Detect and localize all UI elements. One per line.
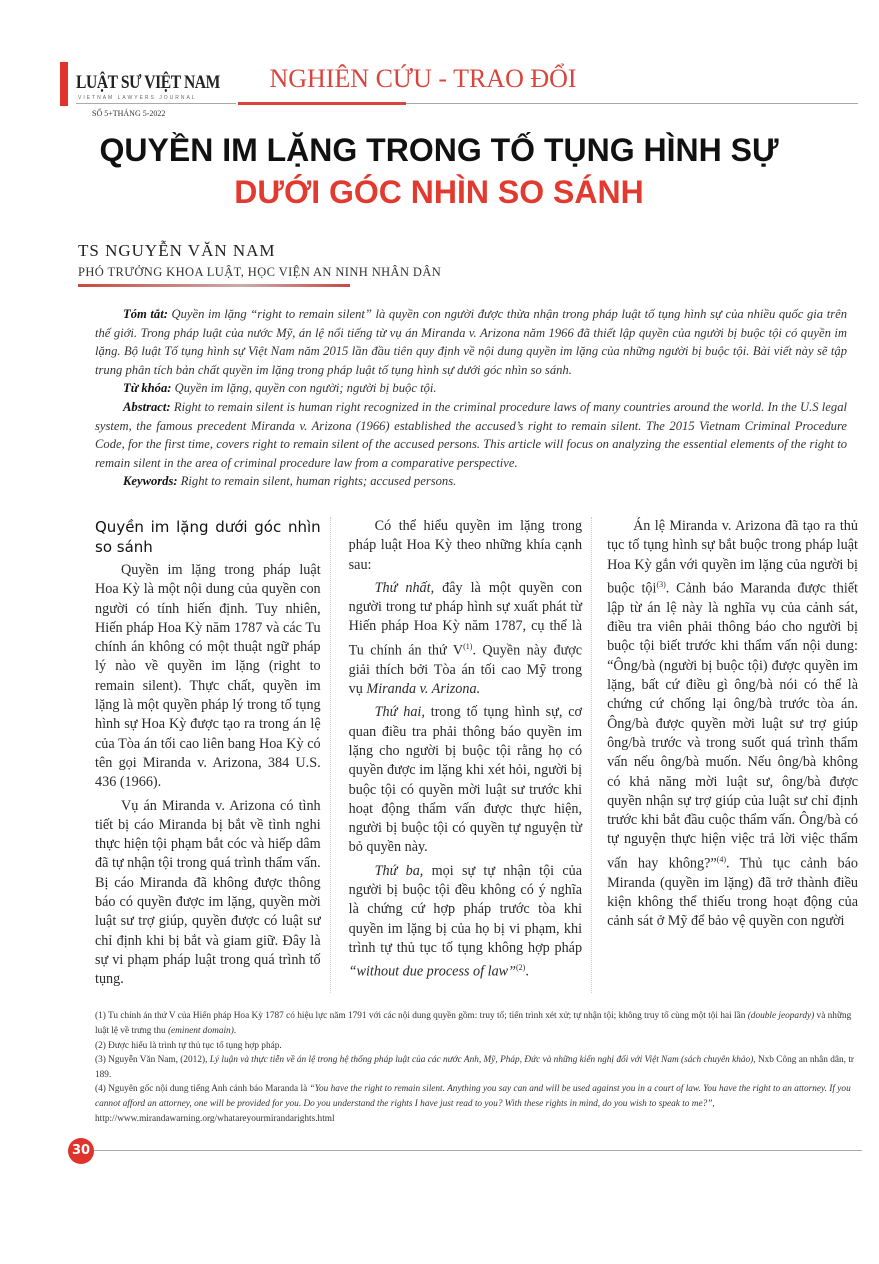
page-number: 30: [68, 1138, 94, 1164]
summary-vi: [95, 305, 847, 379]
footnote-ref[interactable]: (1): [463, 641, 473, 651]
summary-text: Quyền im lặng “right to remain silent” là quyền con người được thừa nhận trong pháp luật tố tụng hình sự của nhiều quốc gia trên thế giới. Trong pháp luật của nước Mỹ, án lệ nổi tiếng từ vụ án Miranda v. Arizona năm 1966 đã thiết lập quyền của người bị buộc tội có quyền im lặng. Bộ luật Tố tụng hình sự Việt Nam năm 2015 lần đầu tiên quy định về nội dung quyền im lặng của những người bị buộc tội. Bài viết này sẽ tập trung phân tích bản chất quyền im lặng trong pháp luật tố tụng hình sự dưới góc nhìn so sánh.: [95, 307, 847, 377]
section-title: NGHIÊN CỨU - TRAO ĐỔI: [269, 64, 577, 93]
case-name: Miranda v. Arizona.: [366, 681, 481, 698]
text: và những luật lệ về trưng thu: [95, 1011, 852, 1037]
lead-in: Thứ hai,: [374, 704, 425, 721]
footnote-ref[interactable]: (2): [516, 963, 526, 973]
paragraph: Quyền im lặng trong pháp luật Hoa Kỳ là một nội dung của quyền con người có tính hiến định. Tuy nhiên, Hiến pháp Hoa Kỳ năm 1787 và các Tu chính án không có một thuật ngữ pháp lý nào về quyền im lặng (right to remain silent). Thực chất, quyền im lặng là một quyền pháp lý trong tố tụng hình sự Hoa Kỳ được tạo ra trong án lệ của Tòa án tối cao liên bang Hoa Kỳ có tên gọi Miranda v. Arizona, 384 U.S. 436 (1966).: [95, 561, 321, 791]
keywords-en-text: Right to remain silent, human rights; accused persons.: [180, 474, 457, 489]
text: Án lệ Miranda v. Arizona đã tạo ra thủ tục tố tụng hình sự bắt buộc trong pháp luật Hoa Kỳ gắn với quyền im lặng của người bị buộc tội: [607, 517, 858, 597]
paragraph: [349, 579, 582, 700]
body-column-1: [95, 517, 321, 994]
footnote-3: [95, 1053, 860, 1082]
paragraph: [607, 517, 858, 932]
article-title-line1: QUYỀN IM LẶNG TRONG TỐ TỤNG HÌNH SỰ: [99, 132, 779, 168]
journal-logo-subtitle: VIETNAM LAWYERS JOURNAL: [78, 95, 197, 101]
abstract-block: [95, 305, 847, 491]
text: , Nxb Công an nhân dân, tr 189.: [95, 1055, 854, 1080]
body-columns: [95, 517, 858, 994]
text: . Quyền này được giải thích bởi Tòa án tối cao Mỹ trong vụ: [348, 642, 583, 698]
column-separator: [591, 517, 592, 994]
abstract-label: Abstract:: [123, 399, 171, 414]
quote: “without due process of law”: [348, 963, 517, 980]
article-title-line2: DƯỚI GÓC NHÌN SO SÁNH: [234, 174, 644, 210]
abstract-en-text: Right to remain silent is human right recognized in the criminal procedure laws of many countries around the world. In the U.S legal system, the famous precedent Miranda v. Arizona (1966) established the accused’s right to remain silent. The 2015 Vietnam Criminal Procedure Code, for the first time, covers right to remain silent of the accused persons. This article will focus on analyzing the essential elements of the right to remain silent in the area of criminal procedure law from a comparative perspective.: [95, 399, 847, 470]
lead-in: Thứ nhất,: [374, 579, 435, 596]
body-column-2: [349, 517, 582, 986]
text: (4) Nguyên gốc nội dung tiếng Anh cảnh báo Maranda là: [95, 1084, 310, 1095]
footnote-1: [95, 1009, 860, 1038]
text: .: [233, 1026, 237, 1037]
section-heading: Quyền im lặng dưới góc nhìn so sánh: [95, 517, 321, 556]
text: mọi sự tự nhận tội của người bị buộc tội đều không có ý nghĩa là chứng cứ hợp pháp trước tòa khi quyền im lặng bị của họ bị vi phạm, khi trình tự thủ tục tố tụng không hợp pháp: [348, 862, 583, 956]
paragraph: [349, 703, 582, 857]
lead-in: Thứ ba,: [374, 862, 424, 879]
keywords-vi-label: Từ khóa:: [123, 381, 172, 396]
author-name: TS NGUYỄN VĂN NAM: [78, 241, 276, 260]
text: . Thủ tục cảnh báo Miranda (quyền im lặng) đã trở thành điều kiện không thể thiếu trong hoạt động của cảnh sát ở Mỹ để bảo vệ quyền con người: [607, 855, 858, 930]
paragraph: [349, 862, 582, 983]
author-divider: [78, 284, 350, 287]
page-footer: [0, 1138, 879, 1168]
column-separator: [330, 517, 331, 994]
keywords-en: [95, 472, 847, 491]
footnote-link[interactable]: , http://www.mirandawarning.org/whatareyourmirandarights.html: [95, 1099, 715, 1124]
text: trong tố tụng hình sự, cơ quan điều tra phải thông báo quyền im lặng cho người bị buộc tội rằng họ có quyền được im lặng khi xét hỏi, người bị buộc tội có quyền mời luật sư trước khi hoạt động thẩm vấn được thực hiện, người bị buộc tội có quyền tự nguyện từ bỏ quyền này.: [348, 704, 583, 856]
text: .: [525, 963, 529, 980]
issue-number: SỐ 5+THÁNG 5-2022: [92, 109, 166, 118]
footnote-4: [95, 1082, 860, 1126]
text: Lý luận và thực tiễn về án lệ trong hệ thống pháp luật của các nước Anh, Mỹ, Pháp, Đức và những kiến nghị đối với Việt Nam (sách chuyên khảo): [209, 1055, 754, 1066]
text: . Cảnh báo Maranda được thiết lập từ án lệ này là nghĩa vụ của cảnh sát, điều tra viên phải thông báo cho người bị buộc tội biết trước khi thẩm vấn nội dung: “Ông/bà (người bị buộc tội) được quyền im lặng, bất cứ điều gì ông/bà nói có thể là chứng cứ chống lại ông/bà trước tòa án. Ông/bà được quyền mời luật sư trợ giúp ông/bà trước và trong suốt quá trình thẩm vấn nếu ông/bà muốn. Nếu ông/bà không có khả năng mời luật sư, ông/bà được quyền nhận sự trợ giúp của luật sư chỉ định trước khi bắt đầu cuộc thẩm vấn. Ông/bà có tự nguyện thực hiện việc trả lời việc thẩm vấn hay không?”: [607, 580, 858, 872]
text: (1) Tu chính án thứ V của Hiến pháp Hoa Kỳ 1787 có hiệu lực năm 1791 với các nội dung quyền gồm: truy tố; tiến trình xét xử; tự nhận tội; không truy tố cùng một tội hai lần: [95, 1011, 748, 1022]
text: (eminent domain): [167, 1026, 234, 1037]
journal-logo: LUẬT SƯ VIỆT NAM: [76, 72, 220, 93]
footnote-ref[interactable]: (3): [656, 579, 666, 589]
keywords-vi-text: Quyền im lặng, quyền con người; người bị buộc tội.: [174, 381, 437, 396]
abstract-en: [95, 398, 847, 472]
paragraph: Vụ án Miranda v. Arizona có tình tiết bị cáo Miranda bị bắt về tình nghi thực hiện tội phạm bắt cóc và hiếp dâm đã tự nhận tội trong quá trình thẩm vấn. Bị cáo Miranda đã không được thông báo có quyền được im lặng, quyền mời luật sư trợ giúp, quyền được có luật sư chỉ định khi bị bắt và giam giữ. Đây là sự vi phạm pháp luật trong quá trình tố tụng.: [95, 797, 321, 988]
footnotes: [95, 1009, 860, 1126]
footnote-2: (2) Được hiểu là trình tự thủ tục tố tụng hợp pháp.: [95, 1040, 282, 1051]
text: (3) Nguyễn Văn Nam, (2012),: [95, 1055, 210, 1066]
summary-label: Tóm tắt:: [123, 307, 168, 321]
footnote-ref[interactable]: (4): [716, 854, 727, 864]
body-column-3: [607, 517, 858, 936]
keywords-en-label: Keywords:: [123, 474, 178, 489]
text: (double jeopardy): [747, 1011, 815, 1022]
author-affiliation: PHÓ TRƯỞNG KHOA LUẬT, HỌC VIỆN AN NINH NHÂN DÂN: [78, 265, 442, 279]
footer-divider: [94, 1150, 862, 1151]
paragraph: Có thể hiểu quyền im lặng trong pháp luật Hoa Kỳ theo những khía cạnh sau:: [348, 517, 583, 573]
text: đây là một quyền con người trong tư pháp hình sự xuất phát từ Hiến pháp Hoa Kỳ năm 1787, cụ thể là Tu chính án thứ V: [348, 579, 583, 659]
keywords-vi: [95, 379, 847, 398]
text: “You have the right to remain silent. Anything you say can and will be used against you in a court of law. You have the right to an attorney. If you cannot afford an attorney, one will be provided for you. Do you understand the rights I have just read to you? With these rights in mind, do you wish to speak to me?”: [95, 1084, 851, 1110]
